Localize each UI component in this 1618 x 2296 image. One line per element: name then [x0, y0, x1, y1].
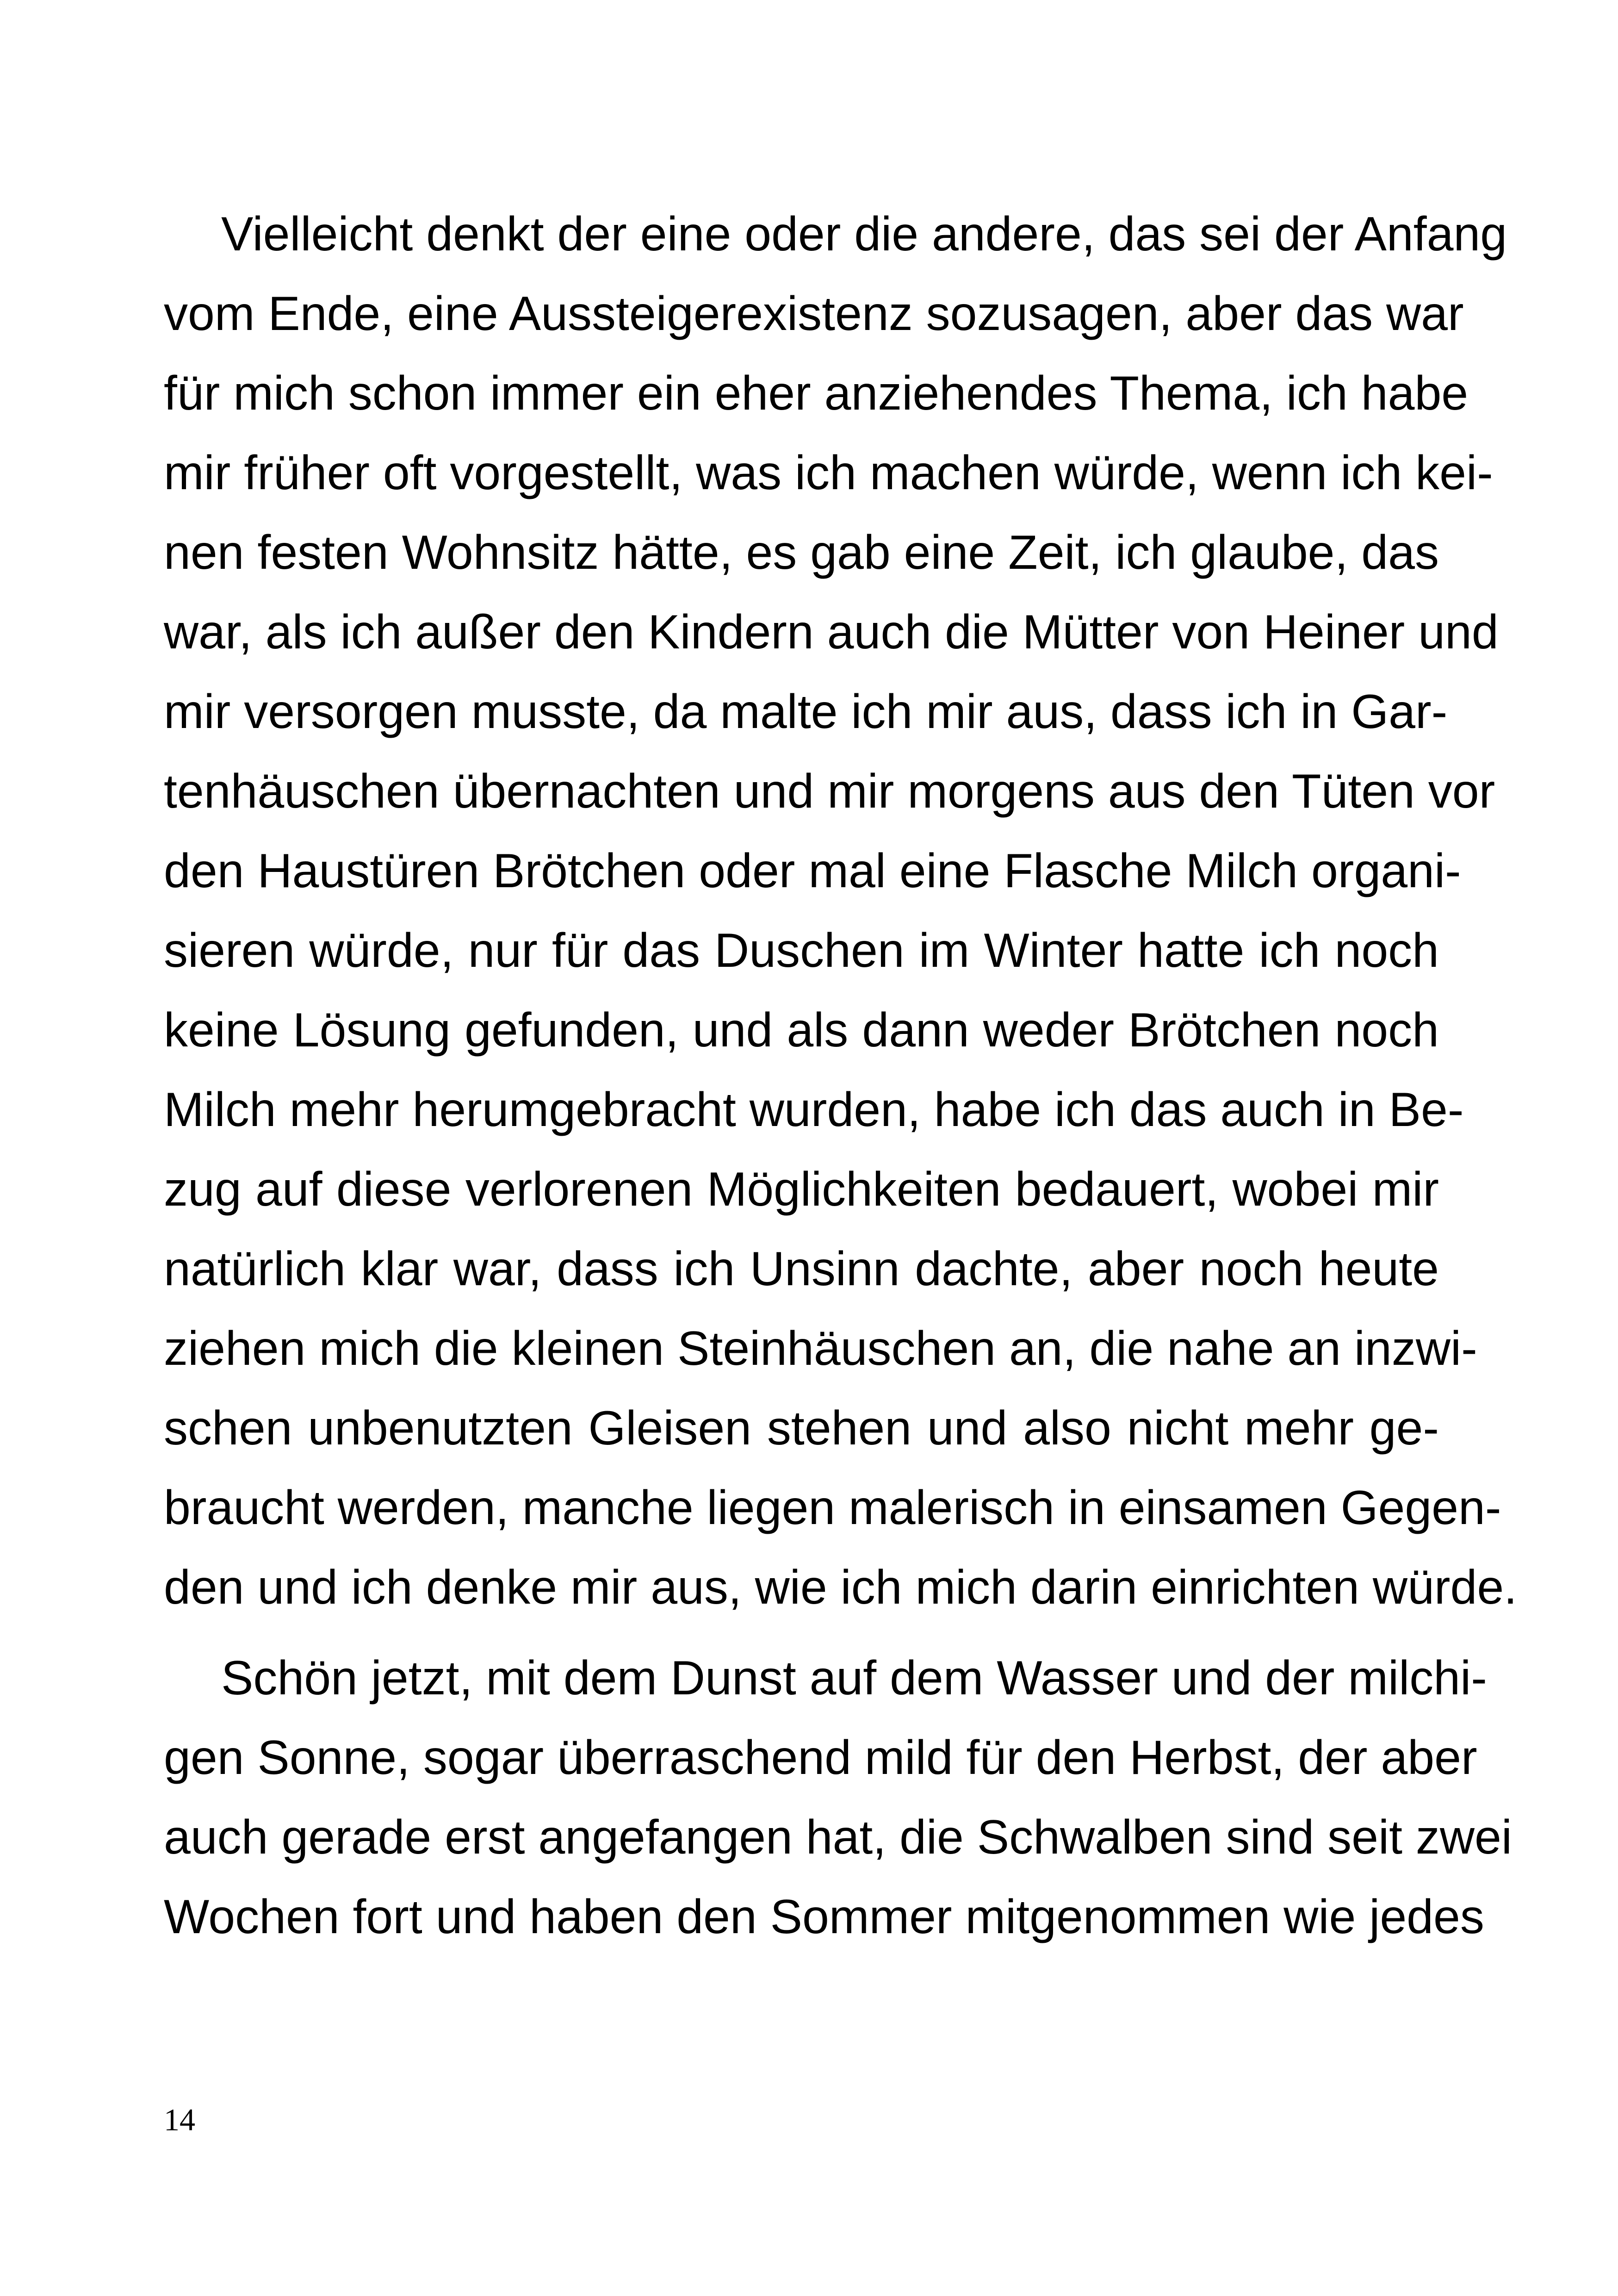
text-line: zug auf diese verlorenen Möglichkeiten bedauert, wobei mir: [164, 1163, 1439, 1216]
text-line: auch gerade erst angefangen hat, die Schwalben sind seit zwei: [164, 1811, 1512, 1864]
text-line: braucht werden, manche liegen malerisch in einsamen Gegen-: [164, 1481, 1501, 1535]
text-line: natürlich klar war, dass ich Unsinn dachte, aber noch heute: [164, 1242, 1439, 1296]
text-line: Vielleicht denkt der eine oder die andere, das sei der Anfang: [221, 207, 1507, 261]
book-page-text: [164, 194, 1518, 1957]
paragraph-2: [164, 1638, 1512, 1957]
text-line: vom Ende, eine Aussteigerexistenz sozusagen, aber das war: [164, 287, 1464, 341]
text-line: mir früher oft vorgestellt, was ich machen würde, wenn ich kei-: [164, 446, 1493, 500]
page-number: 14: [164, 2102, 195, 2137]
text-line: ziehen mich die kleinen Steinhäuschen an, die nahe an inzwi-: [164, 1322, 1477, 1375]
text-line: tenhäuschen übernachten und mir morgens aus den Tüten vor: [164, 765, 1495, 818]
text-line: schen unbenutzten Gleisen stehen und also nicht mehr ge-: [164, 1401, 1439, 1455]
text-line: Wochen fort und haben den Sommer mitgenommen wie jedes: [164, 1890, 1484, 1944]
text-line: den und ich denke mir aus, wie ich mich darin einrichten würde.: [164, 1561, 1518, 1614]
text-line: keine Lösung gefunden, und als dann weder Brötchen noch: [164, 1003, 1439, 1057]
text-line: Milch mehr herumgebracht wurden, habe ich das auch in Be-: [164, 1083, 1464, 1137]
text-line: gen Sonne, sogar überraschend mild für den Herbst, der aber: [164, 1731, 1477, 1785]
text-line: war, als ich außer den Kindern auch die Mütter von Heiner und: [164, 605, 1499, 659]
text-line: Schön jetzt, mit dem Dunst auf dem Wasser und der milchi-: [221, 1651, 1487, 1705]
text-line: für mich schon immer ein eher anziehendes Thema, ich habe: [164, 367, 1469, 420]
text-line: sieren würde, nur für das Duschen im Winter hatte ich noch: [164, 924, 1439, 977]
text-line: den Haustüren Brötchen oder mal eine Flasche Milch organi-: [164, 844, 1461, 898]
text-line: mir versorgen musste, da malte ich mir aus, dass ich in Gar-: [164, 685, 1448, 739]
paragraph-1: [164, 194, 1518, 1627]
text-line: nen festen Wohnsitz hätte, es gab eine Zeit, ich glaube, das: [164, 526, 1439, 579]
